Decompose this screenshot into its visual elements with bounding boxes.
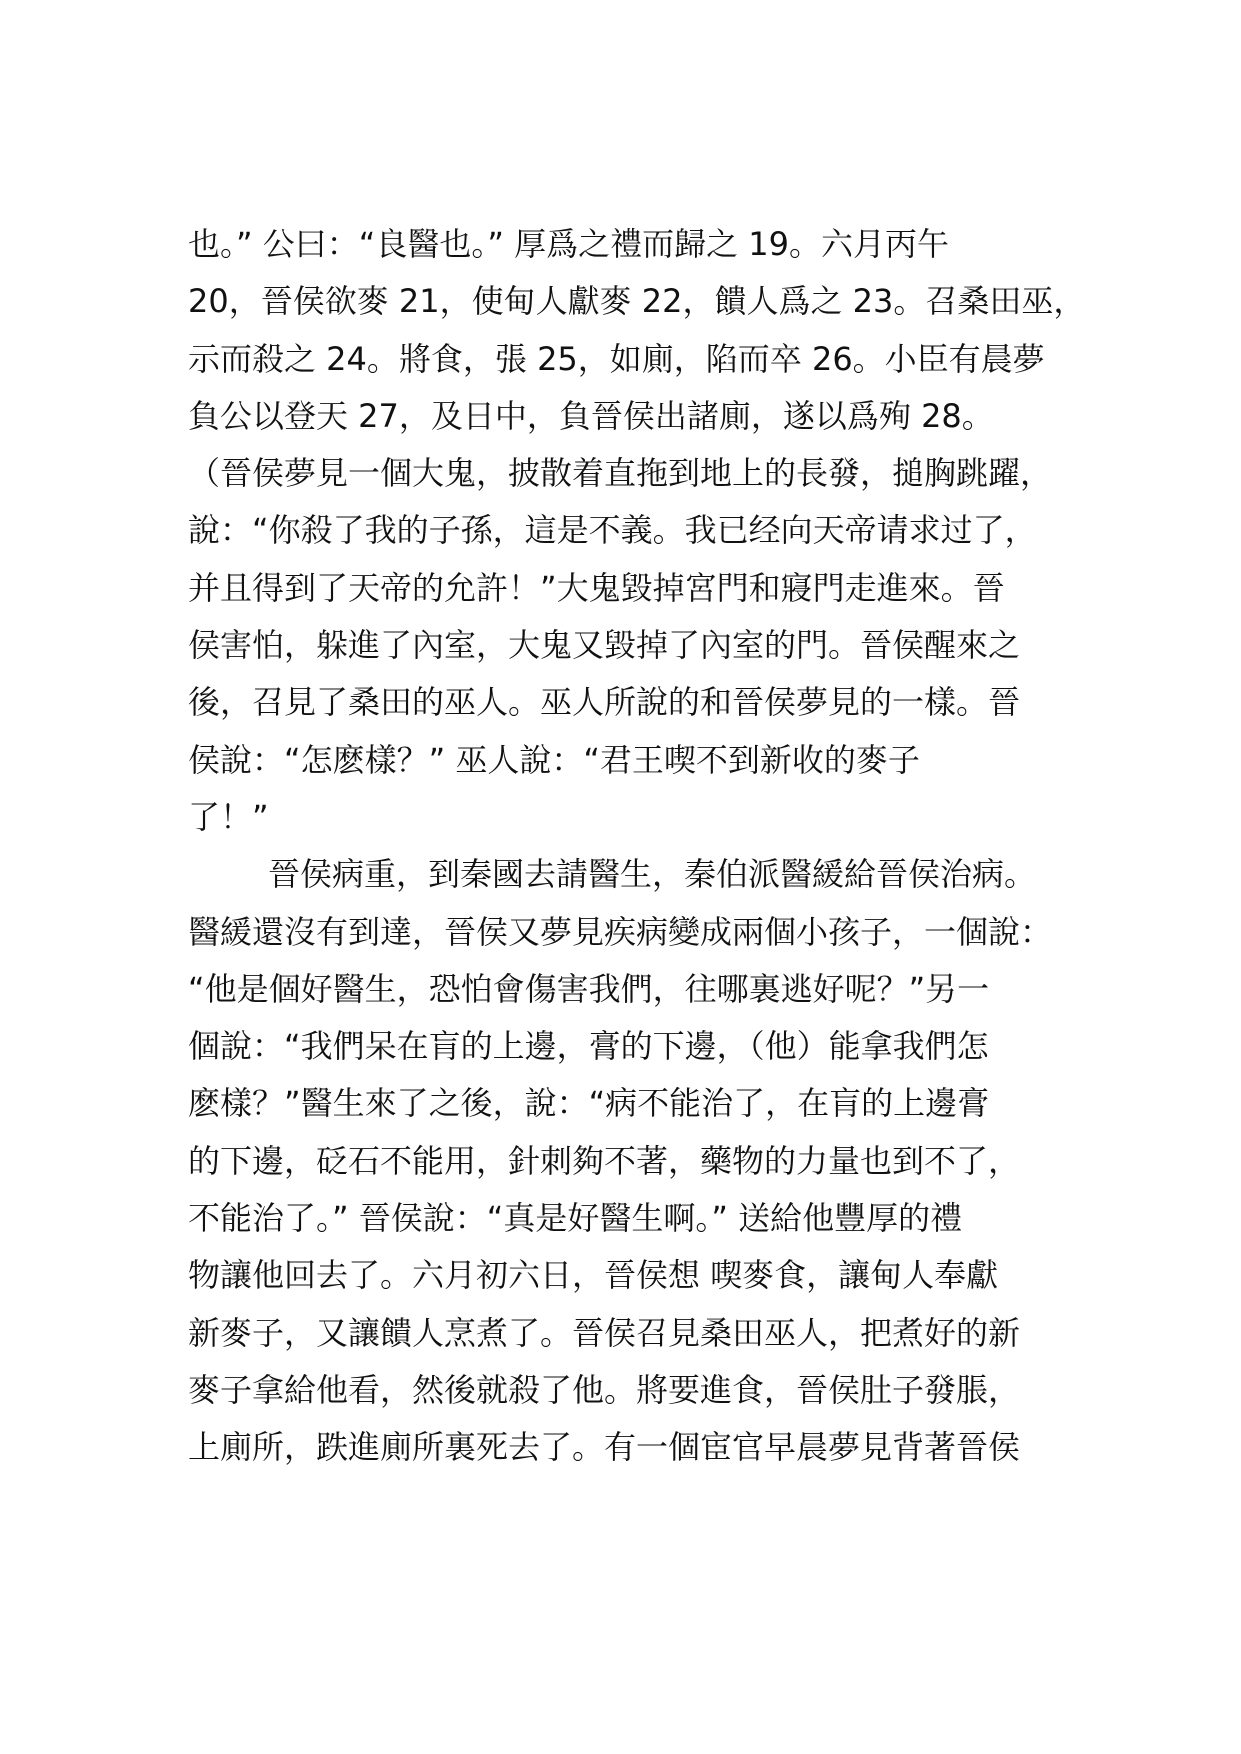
text-line: 醫緩還沒有到達，晉侯又夢見疾病變成兩個小孩子，一個說： — [188, 912, 1053, 951]
paragraph-translation-illness — [188, 846, 1063, 1476]
text-line: （晉侯夢見一個大鬼，披散着直拖到地上的長發，搥胸跳躍， — [188, 454, 1053, 493]
text-line: 負公以登天 27，及日中，負晉侯出諸廁，遂以爲殉 28。 — [188, 396, 994, 435]
text-line: 說：“你殺了我的子孫，這是不義。我已经向天帝请求过了， — [188, 511, 1037, 550]
text-line: 侯說：“怎麽樣？” 巫人說：“君王喫不到新收的麥子 — [188, 740, 920, 779]
text-line: 上廁所，跌進廁所裏死去了。有一個宦官早晨夢見背著晉侯 — [188, 1428, 1021, 1467]
text-line: 侯害怕，躲進了內室，大鬼又毀掉了內室的門。晉侯醒來之 — [188, 626, 1021, 665]
text-line: 并且得到了天帝的允許！”大鬼毀掉宮門和寢門走進來。晉 — [188, 568, 1005, 607]
text-line: 的下邊，砭石不能用，針刺夠不著，藥物的力量也到不了， — [188, 1141, 1021, 1180]
text-line: 後，召見了桑田的巫人。巫人所說的和晉侯夢見的一樣。晉 — [188, 683, 1021, 722]
text-line: 晉侯病重，到秦國去請醫生，秦伯派醫緩給晉侯治病。 — [268, 855, 1037, 894]
text-line: 也。” 公曰：“良醫也。” 厚爲之禮而歸之 19。六月丙午 — [188, 225, 949, 263]
text-line: 20，晉侯欲麥 21，使甸人獻麥 22，饋人爲之 23。召桑田巫， — [188, 282, 1086, 321]
text-line: 麥子拿給他看，然後就殺了他。將要進食，晉侯肚子發脹， — [188, 1370, 1021, 1409]
document-page — [188, 216, 1086, 1477]
text-line: 個說：“我們呆在肓的上邊，膏的下邊，（他）能拿我們怎 — [188, 1027, 989, 1066]
text-line: 麽樣？”醫生來了之後，說：“病不能治了，在肓的上邊膏 — [188, 1084, 990, 1123]
paragraph-translation-dream — [188, 445, 1063, 846]
text-line: 物讓他回去了。六月初六日，晉侯想 喫麥食，讓甸人奉獻 — [188, 1256, 999, 1295]
text-line: “他是個好醫生，恐怕會傷害我們，往哪裏逃好呢？”另一 — [188, 969, 990, 1008]
paragraph-original-text — [188, 216, 1086, 445]
text-line: 了！” — [188, 797, 269, 836]
text-line: 不能治了。” 晉侯說：“真是好醫生啊。” 送給他豐厚的禮 — [188, 1199, 963, 1238]
text-line: 新麥子，又讓饋人烹煮了。晉侯召見桑田巫人，把煮好的新 — [188, 1313, 1021, 1352]
text-line: 示而殺之 24。將食，張 25，如廁，陷而卒 26。小臣有晨夢 — [188, 339, 1045, 378]
